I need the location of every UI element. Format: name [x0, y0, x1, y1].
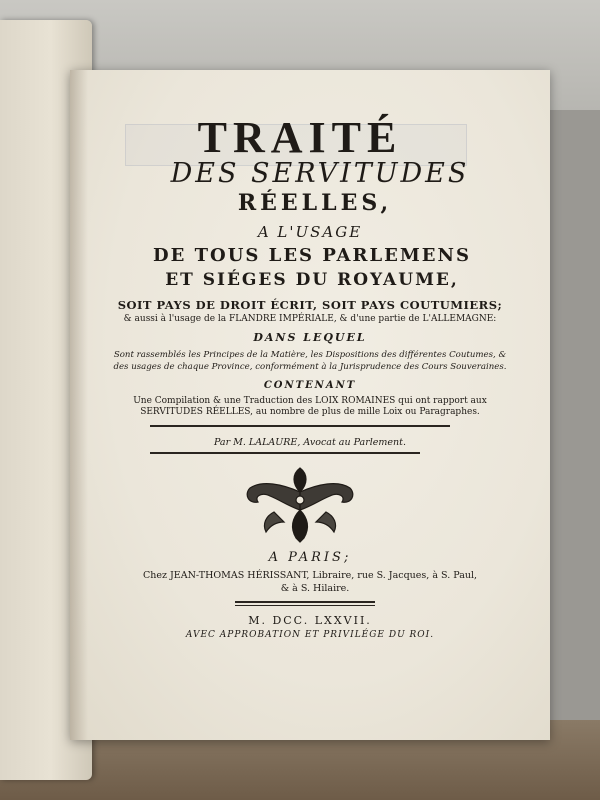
printer-line-1: Chez JEAN-THOMAS HÉRISSANT, Libraire, rue S. Jacques, à S. Paul, — [142, 570, 478, 581]
approbation-line: AVEC APPROBATION ET PRIVILÉGE DU ROI. — [185, 630, 435, 640]
fleuron-icon — [240, 462, 360, 544]
description-line-2: & aussi à l'usage de la FLANDRE IMPÉRIALE, & d'une partie de L'ALLEMAGNE: — [123, 314, 497, 324]
title-line-6: ET SIÉGES DU ROYAUME, — [165, 270, 459, 290]
place-of-publication: A PARIS; — [268, 550, 352, 565]
printer-line-2: & à S. Hilaire. — [280, 583, 350, 594]
author-line: Par M. LALAURE, Avocat au Parlement. — [213, 437, 407, 448]
title-line-2: DES SERVITUDES — [170, 158, 470, 189]
rule-date-double — [235, 605, 375, 606]
book-title: TRAITÉ — [197, 113, 403, 162]
description-line-4: des usages de chaque Province, conformément à la Jurisprudence des Cours Souveraines. — [113, 362, 507, 372]
contenant: CONTENANT — [263, 380, 357, 391]
title-line-4: A L'USAGE — [257, 223, 363, 241]
title-line-5: DE TOUS LES PARLEMENS — [153, 245, 471, 266]
rule-bottom — [150, 452, 420, 454]
title-line-3: RÉELLES, — [237, 190, 393, 216]
description-line-6: SERVITUDES RÉELLES, au nombre de plus de mille Loix ou Paragraphes. — [140, 407, 480, 417]
rule-date-top — [235, 601, 375, 603]
publication-date: M. DCC. LXXVII. — [248, 614, 372, 627]
description-line-3: Sont rassemblés les Principes de la Matière, les Dispositions des différentes Coutumes, & — [113, 350, 507, 360]
description-line-1: SOIT PAYS DE DROIT ÉCRIT, SOIT PAYS COUTUMIERS; — [117, 298, 503, 312]
rule-top — [150, 425, 450, 427]
description-line-5: Une Compilation & une Traduction des LOIX ROMAINES qui ont rapport aux — [133, 396, 487, 406]
dans-lequel: DANS LEQUEL — [253, 331, 367, 344]
